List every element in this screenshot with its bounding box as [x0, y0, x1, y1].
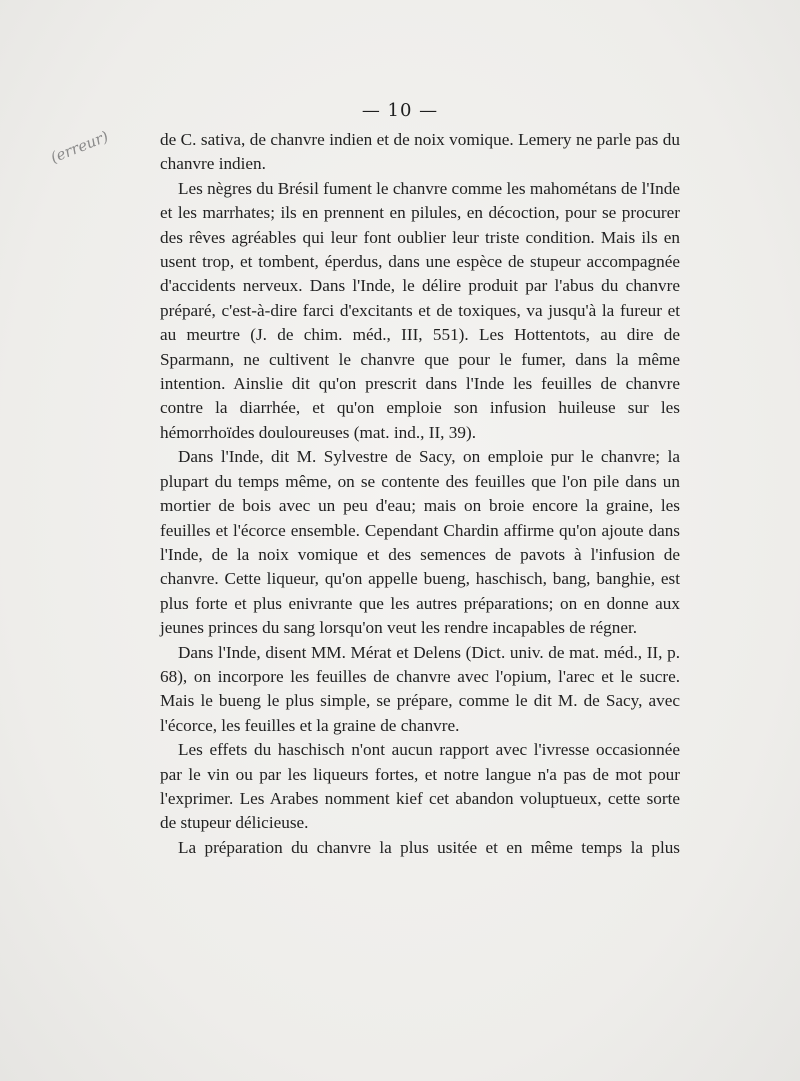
page-number: — 10 —: [361, 100, 439, 121]
paragraph-5: Les effets du haschisch n'ont aucun rapport avec l'ivresse occasionnée par le vin ou par les liqueurs fortes, et notre langue n'a pas de mot pour l'exprimer. Les Arabes nomment kief cet abandon voluptueux, cette sorte de stupeur délicieuse.: [160, 740, 680, 833]
margin-annotation: (erreur): [48, 127, 111, 167]
paragraph-2: Les nègres du Brésil fument le chanvre comme les mahométans de l'Inde et les marrhates; ils en prennent en pilules, en décoction, pour se procurer des rêves agréables qui leur font oublier leur triste condition. Mais ils en usent trop, et tombent, éperdus, dans une espèce de stupeur accompagnée d'accidents nerveux. Dans l'Inde, le délire produit par l'abus du chanvre préparé, c'est-à-dire farci d'excitants et de toxiques, va jusqu'à la fureur et au meurtre (J. de chim. méd., III, 551). Les Hottentots, au dire de Sparmann, ne cultivent le chanvre que pour le fumer, dans la même intention. Ainslie dit qu'on prescrit dans l'Inde les feuilles de chanvre contre la diarrhée, et qu'on emploie son infusion huileuse sur les hémorrhoïdes douloureuses (mat. ind., II, 39).: [160, 178, 680, 442]
paragraph-6: La préparation du chanvre la plus usitée et en même temps la plus: [178, 837, 680, 857]
paragraph-3: Dans l'Inde, dit M. Sylvestre de Sacy, on emploie pur le chanvre; la plupart du temps même, on se contente des feuilles que l'on pile dans un mortier de bois avec un peu d'eau; mais on broie encore la graine, les feuilles et l'écorce ensemble. Cependant Chardin affirme qu'on ajoute dans l'Inde, de la noix vomique et des semences de pavots à l'infusion de chanvre. Cette liqueur, qu'on appelle bueng, haschisch, bang, banghie, est plus forte et plus enivrante que les autres préparations; on en donne aux jeunes princes du sang lorsqu'on veut les rendre incapables de régner.: [160, 447, 680, 638]
body-text: [160, 128, 680, 860]
paragraph-1: de C. sativa, de chanvre indien et de noix vomique. Lemery ne parle pas du chanvre indien.: [160, 130, 680, 174]
paragraph-4: Dans l'Inde, disent MM. Mérat et Delens (Dict. univ. de mat. méd., II, p. 68), on incorpore les feuilles de chanvre avec l'opium, l'arec et le sucre. Mais le bueng le plus simple, se prépare, comme le dit M. de Sacy, avec l'écorce, les feuilles et la graine de chanvre.: [160, 642, 680, 735]
